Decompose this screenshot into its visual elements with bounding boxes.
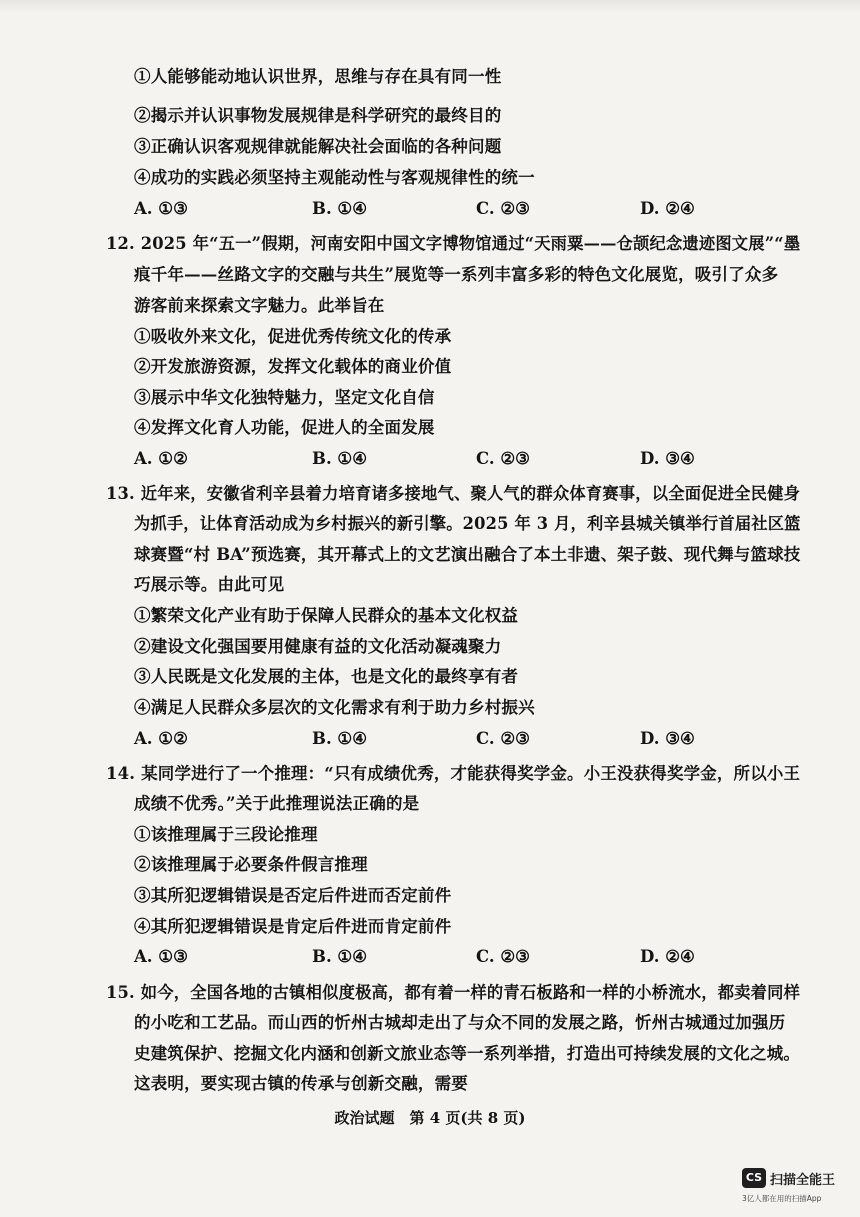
option-a: A. ①② [134,449,188,468]
statement-line: ③人民既是文化发展的主体，也是文化的最终享有者 [134,667,519,686]
question-12-stem: 12. 2025 年“五一”假期，河南安阳中国文字博物馆通过“天雨粟——仓颉纪念遗迹图文展”“墨 [106,234,801,253]
statement-line: ③其所犯逻辑错误是否定后件进而否定前件 [134,886,452,905]
statement-line: ①人能够能动地认识世界，思维与存在具有同一性 [134,67,502,86]
option-d: D. ②④ [640,947,695,966]
question-13-stem: 球赛暨“村 BA”预选赛，其开幕式上的文艺演出融合了本土非遗、架子鼓、现代舞与篮球技 [134,545,801,564]
camscanner-logo-icon: CS [742,1168,766,1188]
statement-line: ②开发旅游资源，发挥文化载体的商业价值 [134,357,452,376]
statement-line: ②该推理属于必要条件假言推理 [134,855,368,874]
statement-line: ④满足人民群众多层次的文化需求有利于助力乡村振兴 [134,698,535,717]
option-b: B. ①④ [312,729,368,748]
option-c: C. ②③ [476,947,530,966]
statement-line: ②揭示并认识事物发展规律是科学研究的最终目的 [134,106,502,125]
statement-line: ③正确认识客观规律就能解决社会面临的各种问题 [134,137,502,156]
question-15-stem: 这表明，要实现古镇的传承与创新交融，需要 [134,1074,468,1093]
option-a: A. ①② [134,729,188,748]
question-13-stem: 为抓手，让体育活动成为乡村振兴的新引擎。2025 年 3 月，利辛县城关镇举行首届社区篮 [134,514,801,533]
question-15-stem: 15. 如今，全国各地的古镇相似度极高，都有着一样的青石板路和一样的小桥流水，都卖着同样 [106,983,801,1002]
option-d: D. ②④ [640,199,695,218]
statement-line: ①繁荣文化产业有助于保障人民群众的基本文化权益 [134,606,519,625]
option-d: D. ③④ [640,729,695,748]
option-c: C. ②③ [476,199,530,218]
statement-line: ①吸收外来文化，促进优秀传统文化的传承 [134,327,452,346]
scanner-watermark [742,1168,850,1208]
page-footer: 政治试题 第 4 页(共 8 页) [334,1109,526,1127]
statement-line: ④发挥文化育人功能，促进人的全面发展 [134,418,435,437]
option-a: A. ①③ [134,947,188,966]
option-c: C. ②③ [476,729,530,748]
scan-top-edge [0,0,860,14]
option-a: A. ①③ [134,199,188,218]
option-b: B. ①④ [312,199,368,218]
statement-line: ④成功的实践必须坚持主观能动性与客观规律性的统一 [134,168,535,187]
question-14-stem: 成绩不优秀。”关于此推理说法正确的是 [134,794,420,813]
watermark-app-name: 扫描全能王 [770,1173,836,1188]
question-13-stem: 巧展示等。由此可见 [134,575,285,594]
question-15-stem: 的小吃和工艺品。而山西的忻州古城却走出了与众不同的发展之路，忻州古城通过加强历 [134,1013,786,1032]
statement-line: ②建设文化强国要用健康有益的文化活动凝魂聚力 [134,637,502,656]
option-b: B. ①④ [312,449,368,468]
statement-line: ④其所犯逻辑错误是肯定后件进而肯定前件 [134,917,452,936]
option-c: C. ②③ [476,449,530,468]
question-12-stem: 痕千年——丝路文字的交融与共生”展览等一系列丰富多彩的特色文化展览，吸引了众多 [134,265,779,284]
question-13-stem: 13. 近年来，安徽省利辛县着力培育诸多接地气、聚人气的群众体育赛事，以全面促进全民健身 [106,484,801,503]
question-12-stem: 游客前来探索文字魅力。此举旨在 [134,296,385,315]
watermark-tagline: 3亿人都在用的扫描App [742,1194,822,1203]
option-b: B. ①④ [312,947,368,966]
question-15-stem: 史建筑保护、挖掘文化内涵和创新文旅业态等一系列举措，打造出可持续发展的文化之城。 [134,1044,800,1063]
statement-line: ③展示中华文化独特魅力，坚定文化自信 [134,388,435,407]
statement-line: ①该推理属于三段论推理 [134,825,318,844]
question-14-stem: 14. 某同学进行了一个推理：“只有成绩优秀，才能获得奖学金。小王没获得奖学金，所以小王 [106,764,801,783]
option-d: D. ③④ [640,449,695,468]
